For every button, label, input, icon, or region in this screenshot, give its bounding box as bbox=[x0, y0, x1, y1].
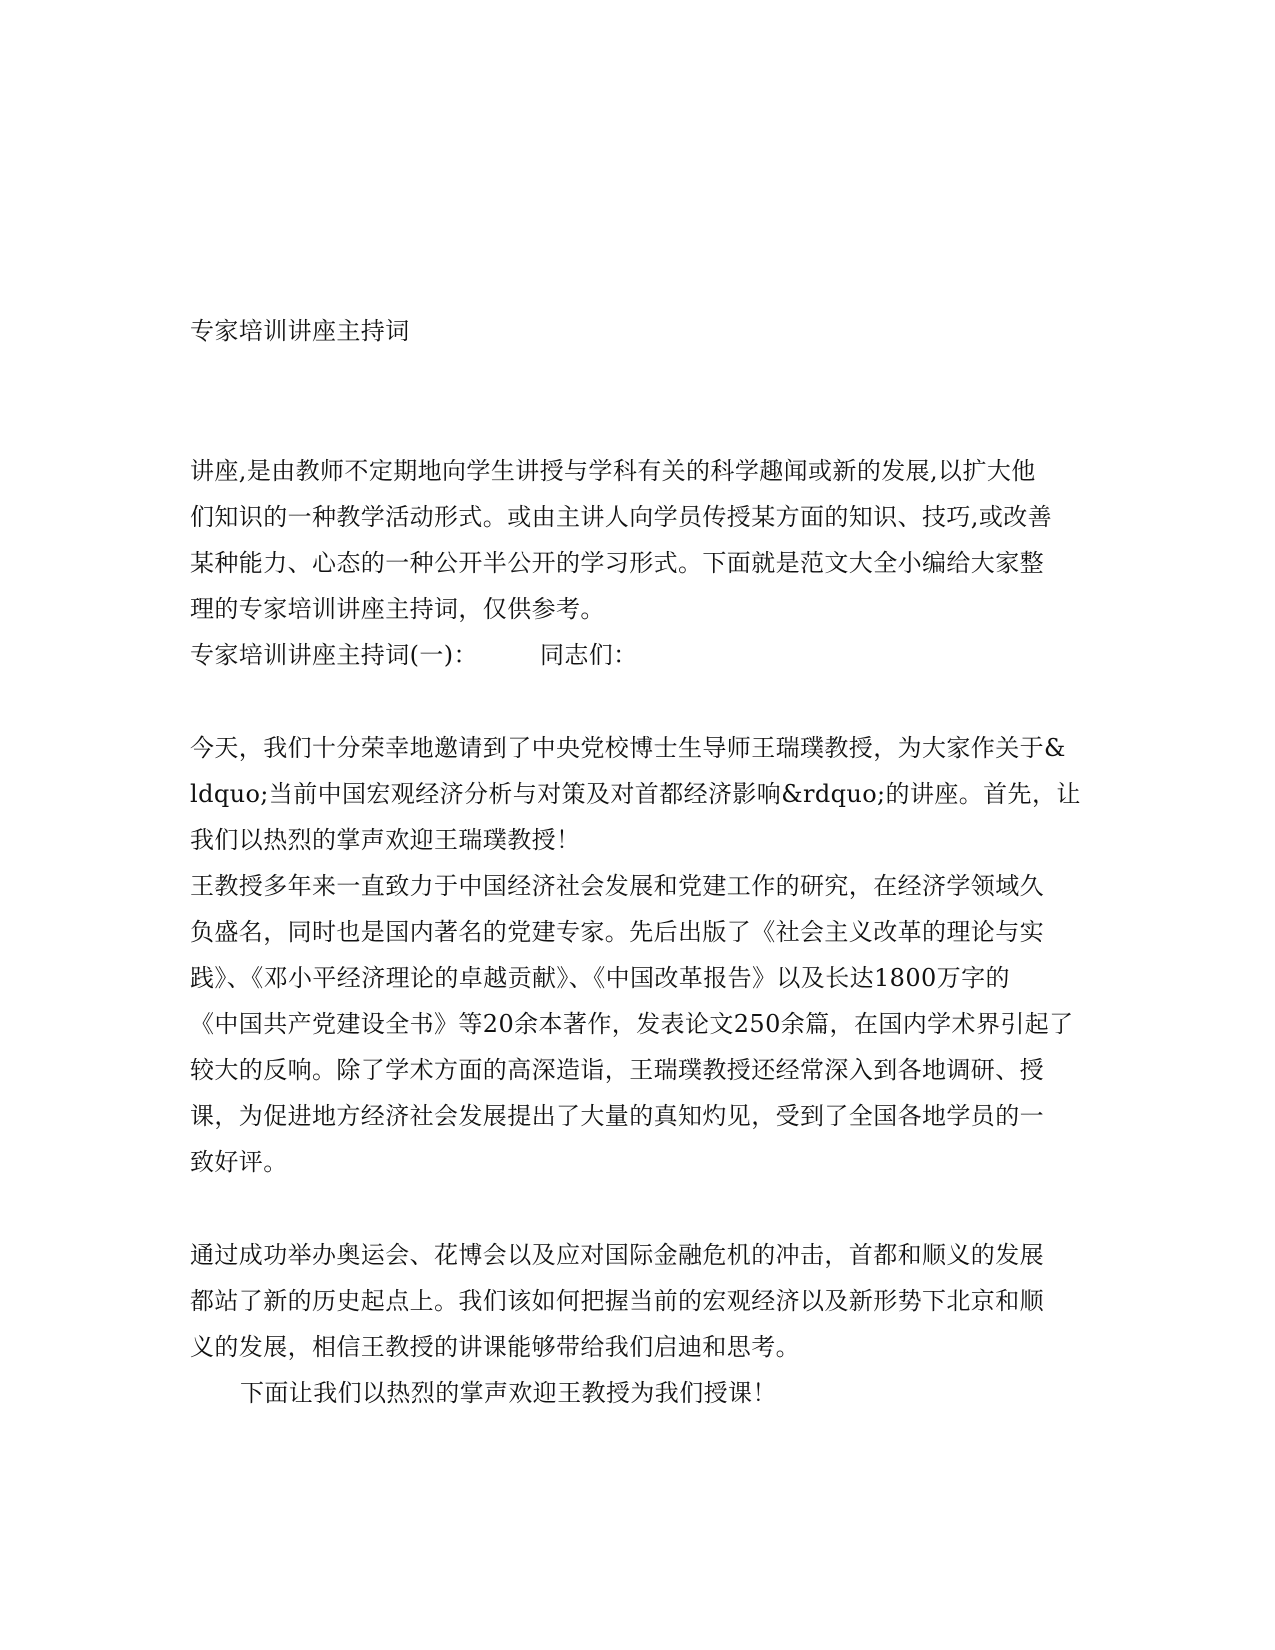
intro-line-3: 某种能力、心态的一种公开半公开的学习形式。下面就是范文大全小编给大家整 bbox=[190, 549, 1044, 577]
para2-line-2: 负盛名，同时也是国内著名的党建专家。先后出版了《社会主义改革的理论与实 bbox=[190, 918, 1044, 946]
para1-line-1: 今天，我们十分荣幸地邀请到了中央党校博士生导师王瑞璞教授，为大家作关于& bbox=[190, 734, 1066, 762]
para1-line-3: 我们以热烈的掌声欢迎王瑞璞教授！ bbox=[190, 826, 581, 854]
section-heading-line bbox=[190, 640, 638, 670]
para1-line-2: ldquo;当前中国宏观经济分析与对策及对首都经济影响&rdquo;的讲座。首先，让 bbox=[190, 780, 1081, 808]
para2-line-1: 王教授多年来一直致力于中国经济社会发展和党建工作的研究，在经济学领域久 bbox=[190, 872, 1044, 900]
para2-line-7: 致好评。 bbox=[190, 1148, 288, 1176]
intro-line-2: 们知识的一种教学活动形式。或由主讲人向学员传授某方面的知识、技巧,或改善 bbox=[190, 503, 1053, 531]
para3-line-3: 义的发展，相信王教授的讲课能够带给我们启迪和思考。 bbox=[190, 1333, 800, 1361]
greeting: 同志们： bbox=[539, 641, 638, 669]
closing-line: 下面让我们以热烈的掌声欢迎王教授为我们授课！ bbox=[240, 1379, 777, 1407]
section-heading: 专家培训讲座主持词(一)： bbox=[190, 641, 478, 669]
intro-line-4: 理的专家培训讲座主持词，仅供参考。 bbox=[190, 595, 605, 623]
para2-line-4: 《中国共产党建设全书》等20余本著作，发表论文250余篇，在国内学术界引起了 bbox=[190, 1010, 1074, 1038]
para3-line-1: 通过成功举办奥运会、花博会以及应对国际金融危机的冲击，首都和顺义的发展 bbox=[190, 1241, 1044, 1269]
para2-line-3: 践》、《邓小平经济理论的卓越贡献》、《中国改革报告》以及长达1800万字的 bbox=[190, 964, 1010, 992]
para2-line-6: 课，为促进地方经济社会发展提出了大量的真知灼见，受到了全国各地学员的一 bbox=[190, 1102, 1044, 1130]
intro-line-1: 讲座,是由教师不定期地向学生讲授与学科有关的科学趣闻或新的发展,以扩大他 bbox=[190, 457, 1036, 485]
para2-line-5: 较大的反响。除了学术方面的高深造诣，王瑞璞教授还经常深入到各地调研、授 bbox=[190, 1056, 1044, 1084]
document-title: 专家培训讲座主持词 bbox=[190, 317, 410, 345]
para3-line-2: 都站了新的历史起点上。我们该如何把握当前的宏观经济以及新形势下北京和顺 bbox=[190, 1287, 1044, 1315]
